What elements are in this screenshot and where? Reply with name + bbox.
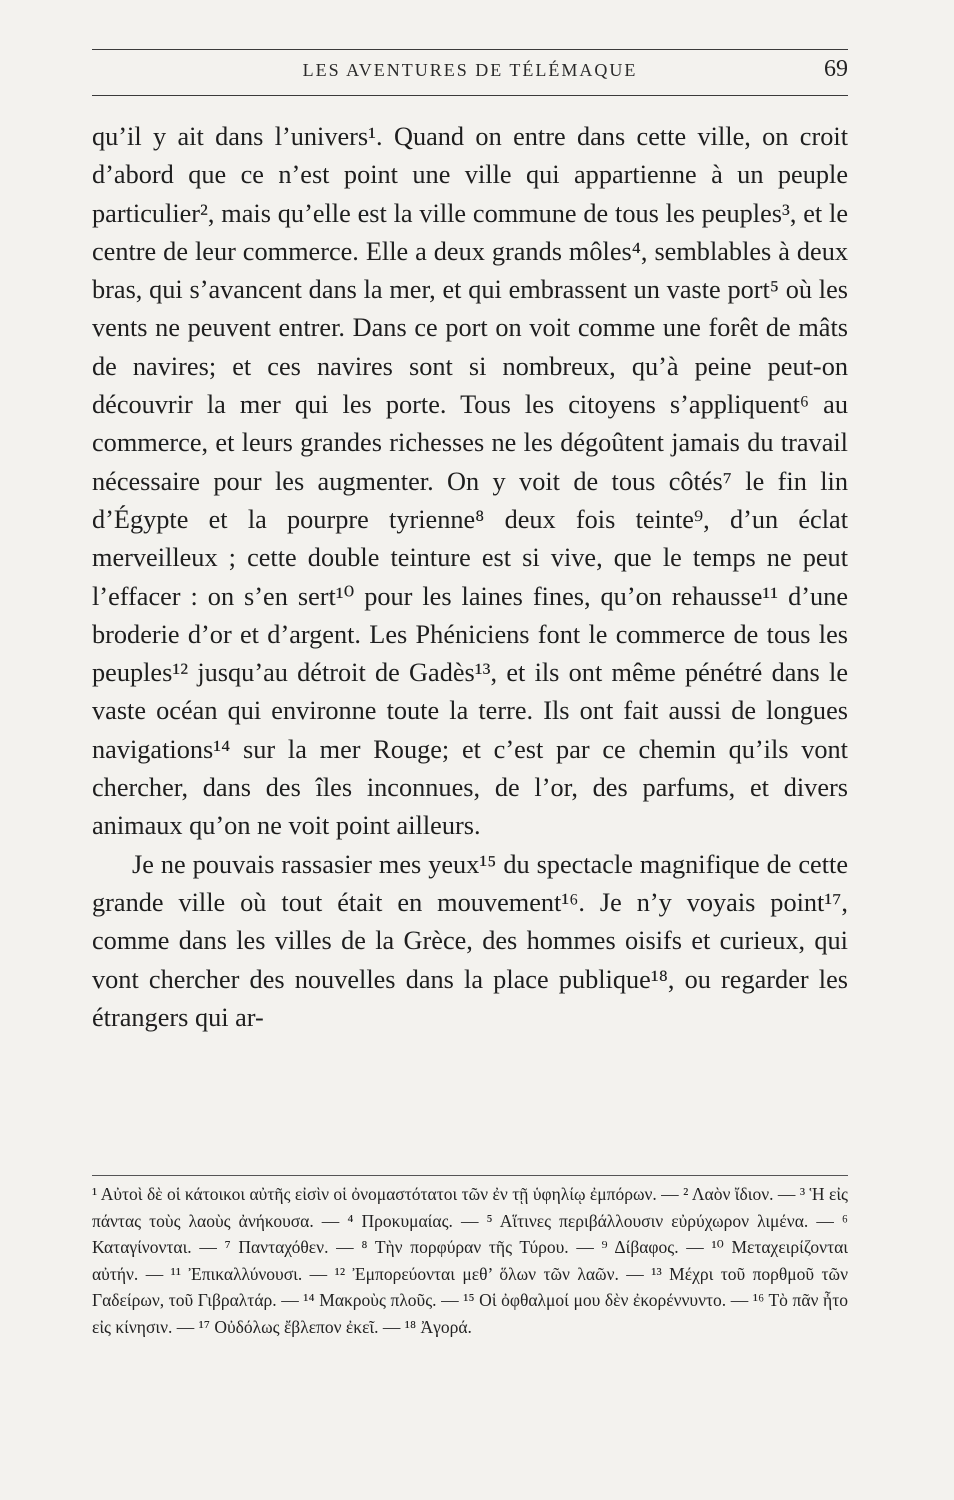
running-title: LES AVENTURES DE TÉLÉMAQUE bbox=[302, 60, 638, 80]
footnote-rule bbox=[92, 1175, 848, 1176]
paragraph-2: Je ne pouvais rassasier mes yeux¹⁵ du spectacle magnifique de cette grande ville où tout était en mouvement¹⁶. Je n’y voyais point¹⁷, comme dans les villes de la Grèce, des hommes oisifs et curieux, qui vont chercher des nouvelles dans la place publique¹⁸, ou regarder les étrangers qui ar- bbox=[92, 849, 848, 1032]
footnotes: ¹ Αὐτοὶ δὲ οἱ κάτοικοι αὐτῆς εἰσὶν οἱ ὀνομαστότατοι τῶν ἐν τῇ ὑφηλίῳ ἐμπόρων. — ² Λαὸν ἴδιον. — ³ Ἡ εἰς πάντας τοὺς λαοὺς ἀνήκουσα. — ⁴ Προκυμαίας. — ⁵ Αἵτινες περιβάλλουσιν εὐρύχωρον λιμένα. — ⁶ Καταγίνονται. — ⁷ Πανταχόθεν. — ⁸ Τὴν πορφύραν τῆς Τύρου. — ⁹ Δίβαφος. — ¹⁰ Μεταχειρίζονται αὐτήν. — ¹¹ Ἐπικαλλύνουσι. — ¹² Ἐμπορεύονται μεθ’ ὅλων τῶν λαῶν. — ¹³ Μέχρι τοῦ πορθμοῦ τῶν Γαδείρων, τοῦ Γιβραλτάρ. — ¹⁴ Μακροὺς πλοῦς. — ¹⁵ Οἱ ὀφθαλμοί μου δὲν ἐκορέννυντο. — ¹⁶ Τὸ πᾶν ἦτο εἰς κίνησιν. — ¹⁷ Οὐδόλως ἔβλεπον ἐκεῖ. — ¹⁸ Ἀγορά. bbox=[92, 1184, 848, 1337]
header-top-rule bbox=[92, 49, 848, 50]
main-text bbox=[92, 118, 848, 1037]
page-number: 69 bbox=[824, 56, 848, 82]
paragraph-1: qu’il y ait dans l’univers¹. Quand on entre dans cette ville, on croit d’abord que ce n’est point une ville qui appartienne à un peuple particulier², mais qu’elle est la ville commune de tous les peuples³, et le centre de leur commerce. Elle a deux grands môles⁴, semblables à deux bras, qui s’avancent dans la mer, et qui embrassent un vaste port⁵ où les vents ne peuvent entrer. Dans ce port on voit comme une forêt de mâts de navires; et ces navires sont si nombreux, qu’à peine peut-on découvrir la mer qui les porte. Tous les citoyens s’appliquent⁶ au commerce, et leurs grandes richesses ne les dégoûtent jamais du travail nécessaire pour les augmenter. On y voit de tous côtés⁷ le fin lin d’Égypte et la pourpre tyrienne⁸ deux fois teinte⁹, d’un éclat merveilleux ; cette double teinture est si vive, que le temps ne peut l’effacer : on s’en sert¹⁰ pour les laines fines, qu’on rehausse¹¹ d’une broderie d’or et d’argent. Les Phéniciens font le commerce de tous les peuples¹² jusqu’au détroit de Gadès¹³, et ils ont même pénétré dans le vaste océan qui environne toute la terre. Ils ont fait aussi de longues navigations¹⁴ sur la mer Rouge; et c’est par ce chemin qu’ils vont chercher, dans des îles inconnues, de l’or, des parfums, et divers animaux qu’on ne voit point ailleurs. bbox=[92, 122, 848, 841]
header-bottom-rule bbox=[92, 95, 848, 96]
